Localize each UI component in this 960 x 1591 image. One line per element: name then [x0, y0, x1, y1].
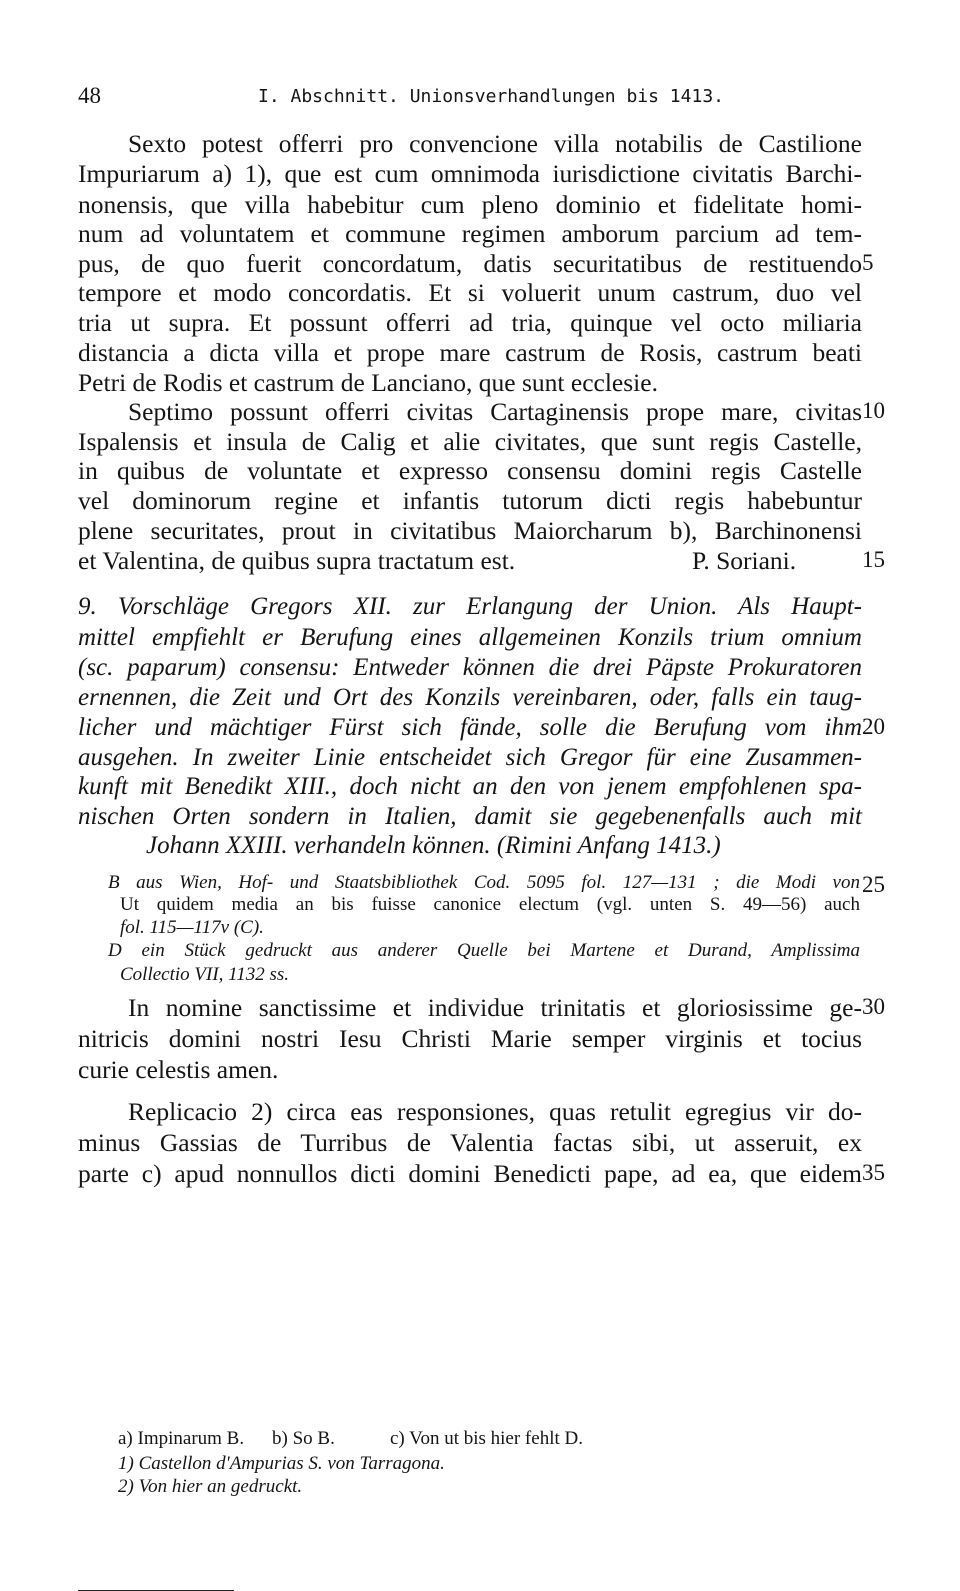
- source-d-line: D ein Stück gedruckt aus anderer Quelle bei Martene et Durand, Amplissima: [108, 940, 860, 962]
- text-line: et Valentina, de quibus supra tractatum est.: [78, 545, 516, 575]
- text-line: nitricis domini nostri Iesu Christi Marie semper virginis et tocius: [78, 1023, 862, 1053]
- summary-line: licher und mächtiger Fürst sich fände, solle die Berufung vom ihm: [78, 713, 862, 741]
- section-heading: 9. Vorschläge Gregors XII. zur Erlangung der Union. Als Haupt-: [78, 592, 862, 620]
- summary-line: mittel empfiehlt er Berufung eines allgemeinen Konzils trium omnium: [78, 624, 862, 651]
- signature: P. Soriani.: [692, 545, 797, 575]
- text-line: vel dominorum regine et infantis tutorum dicti regis habebuntur: [78, 486, 862, 516]
- text-line: Ispalensis et insula de Calig et alie civitates, que sunt regis Castelle,: [78, 427, 862, 457]
- footnote-2: 2) Von hier an gedruckt.: [118, 1475, 303, 1497]
- page-number: 48: [78, 83, 101, 109]
- text-line: distancia a dicta villa et prope mare castrum de Rosis, castrum beati: [78, 337, 862, 367]
- summary-line: (sc. paparum) consensu: Entweder können die drei Päpste Prokuratoren: [78, 654, 862, 682]
- summary-line: kunft mit Benedikt XIII., doch nicht an den von jenem empfohlenen spa-: [78, 772, 862, 800]
- text-line: parte c) apud nonnullos dicti domini Benedicti pape, ad ea, que eidem: [78, 1159, 862, 1189]
- summary-line: ausgehen. In zweiter Linie entscheidet sich Gregor für eine Zusammen-: [78, 743, 862, 771]
- text-line: tempore et modo concordatis. Et si voluerit unum castrum, duo vel: [78, 278, 862, 308]
- source-d-line: Collectio VII, 1132 ss.: [120, 963, 290, 985]
- text-line: num ad voluntatem et commune regimen amborum parcium ad tem-: [78, 218, 862, 248]
- text-line: nonensis, que villa habebitur cum pleno dominio et fidelitate homi-: [78, 189, 862, 219]
- text-line: tria ut supra. Et possunt offerri ad tria, quinque vel octo miliaria: [78, 308, 862, 338]
- text-line: in quibus de voluntate et expresso consensu domini regis Castelle: [78, 456, 862, 486]
- running-title: I. Abschnitt. Unionsverhandlungen bis 1413.: [258, 85, 724, 107]
- text-line: Septimo possunt offerri civitas Cartaginensis prope mare, civitas: [128, 396, 862, 426]
- footnote-b: b) So B.: [272, 1428, 335, 1449]
- line-number: 10: [862, 397, 885, 423]
- summary-line: nischen Orten sondern in Italien, damit sie gegebenenfalls auch mit: [78, 803, 862, 830]
- summary-line: ernennen, die Zeit und Ort des Konzils vereinbaren, oder, falls ein taug-: [78, 684, 862, 712]
- footnote-1: 1) Castellon d'Ampurias S. von Tarragona.: [118, 1452, 445, 1474]
- line-number: 5: [862, 249, 874, 275]
- text-line: Replicacio 2) circa eas responsiones, quas retulit egregius vir do-: [128, 1097, 862, 1127]
- footnote-c: c) Von ut bis hier fehlt D.: [390, 1428, 583, 1449]
- line-number: 20: [862, 713, 885, 739]
- text-line: pus, de quo fuerit concordatum, datis securitatibus de restituendo: [78, 248, 862, 278]
- summary-line: Johann XXIII. verhandeln können. (Rimini Anfang 1413.): [146, 832, 721, 860]
- line-number: 25: [862, 872, 885, 898]
- text-line: Impuriarum a) 1), que est cum omnimoda iurisdictione civitatis Barchi-: [78, 159, 862, 189]
- text-line: plene securitates, prout in civitatibus Maiorcharum b), Barchinonensi: [78, 515, 862, 545]
- text-line: Petri de Rodis et castrum de Lanciano, que sunt ecclesie.: [78, 367, 658, 397]
- text-line: curie celestis amen.: [78, 1054, 279, 1084]
- source-b-line: Ut quidem media an bis fuisse canonice electum (vgl. unten S. 49—56) auch: [120, 894, 860, 916]
- text-line: minus Gassias de Turribus de Valentia factas sibi, ut asseruit, ex: [78, 1128, 862, 1158]
- source-b-line: B aus Wien, Hof- und Staatsbibliothek Cod. 5095 fol. 127—131 ; die Modi von: [108, 872, 860, 894]
- line-number: 15: [862, 546, 885, 572]
- text-line: Sexto potest offerri pro convencione villa notabilis de Castilione: [128, 129, 862, 159]
- footnote-a: a) Impinarum B.: [118, 1428, 245, 1449]
- source-b-line: fol. 115—117v (C).: [120, 916, 264, 938]
- text-line: In nomine sanctissime et individue trinitatis et gloriosissime ge-: [128, 992, 862, 1022]
- line-number: 30: [862, 993, 885, 1019]
- line-number: 35: [862, 1160, 885, 1186]
